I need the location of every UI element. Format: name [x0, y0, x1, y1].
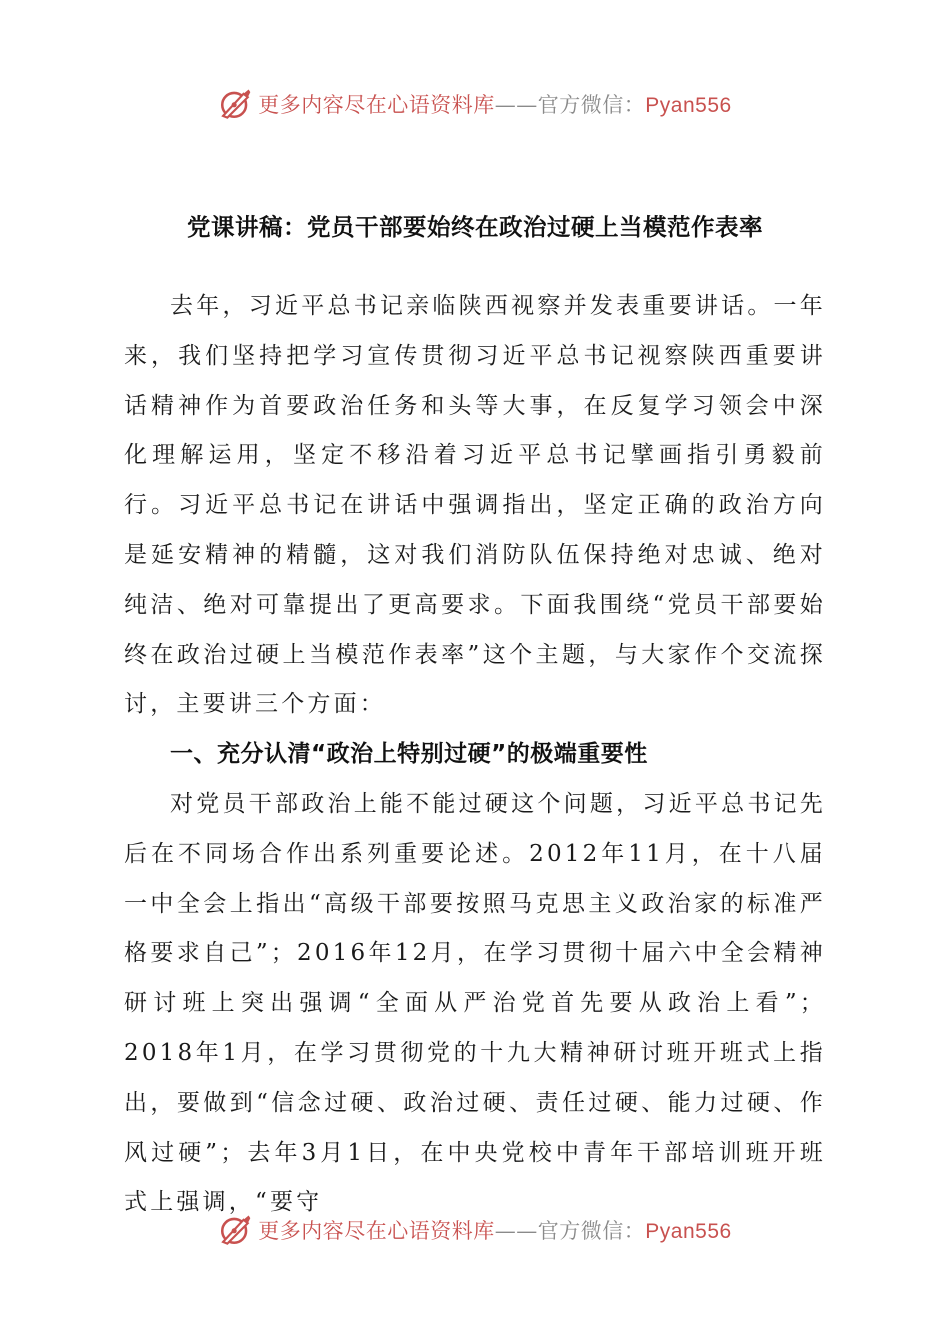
watermark-banner-bottom	[0, 1210, 950, 1250]
watermark-dash: ——	[494, 1219, 538, 1243]
section-paragraph: 对党员干部政治上能不能过硬这个问题，习近平总书记先后在不同场合作出系列重要论述。2012年11月，在十八届一中全会上指出“高级干部要按照马克思主义政治家的标准严格要求自己”；2016年12月，在学习贯彻十届六中全会精神研讨班上突出强调“全面从严治党首先要从政治上看”；2018年1月，在学习贯彻党的十九大精神研讨班开班式上指出，要做到“信念过硬、政治过硬、责任过硬、能力过硬、作风过硬”；去年3月1日，在中央党校中青年干部培训班开班式上强调，“要守	[124, 790, 826, 1216]
pen-logo-icon	[218, 87, 252, 121]
intro-paragraph: 去年，习近平总书记亲临陕西视察并发表重要讲话。一年来，我们坚持把学习宣传贯彻习近平总书记视察陕西重要讲话精神作为首要政治任务和头等大事，在反复学习领会中深化理解运用，坚定不移沿着习近平总书记擘画指引勇毅前行。习近平总书记在讲话中强调指出，坚定正确的政治方向是延安精神的精髓，这对我们消防队伍保持绝对忠诚、绝对纯洁、绝对可靠提出了更高要求。下面我围绕“党员干部要始终在政治过硬上当模范作表率”这个主题，与大家作个交流探讨，主要讲三个方面：	[124, 293, 826, 718]
watermark-prefix: 更多内容尽在心语资料库	[258, 1219, 495, 1243]
watermark-label: 官方微信：	[537, 93, 646, 117]
watermark-account: Pyan556	[645, 1220, 732, 1243]
pen-logo-icon	[218, 1213, 252, 1247]
watermark-label: 官方微信：	[537, 1219, 646, 1243]
document-body	[124, 282, 826, 1228]
document-title: 党课讲稿：党员干部要始终在政治过硬上当模范作表率	[187, 213, 763, 241]
watermark-text	[258, 89, 731, 119]
section-heading: 一、充分认清“政治上特别过硬”的极端重要性	[170, 741, 648, 768]
watermark-dash: ——	[494, 93, 538, 117]
watermark-banner-top	[0, 84, 950, 124]
watermark-prefix: 更多内容尽在心语资料库	[258, 93, 495, 117]
watermark-text	[258, 1215, 731, 1245]
watermark-account: Pyan556	[645, 94, 732, 117]
